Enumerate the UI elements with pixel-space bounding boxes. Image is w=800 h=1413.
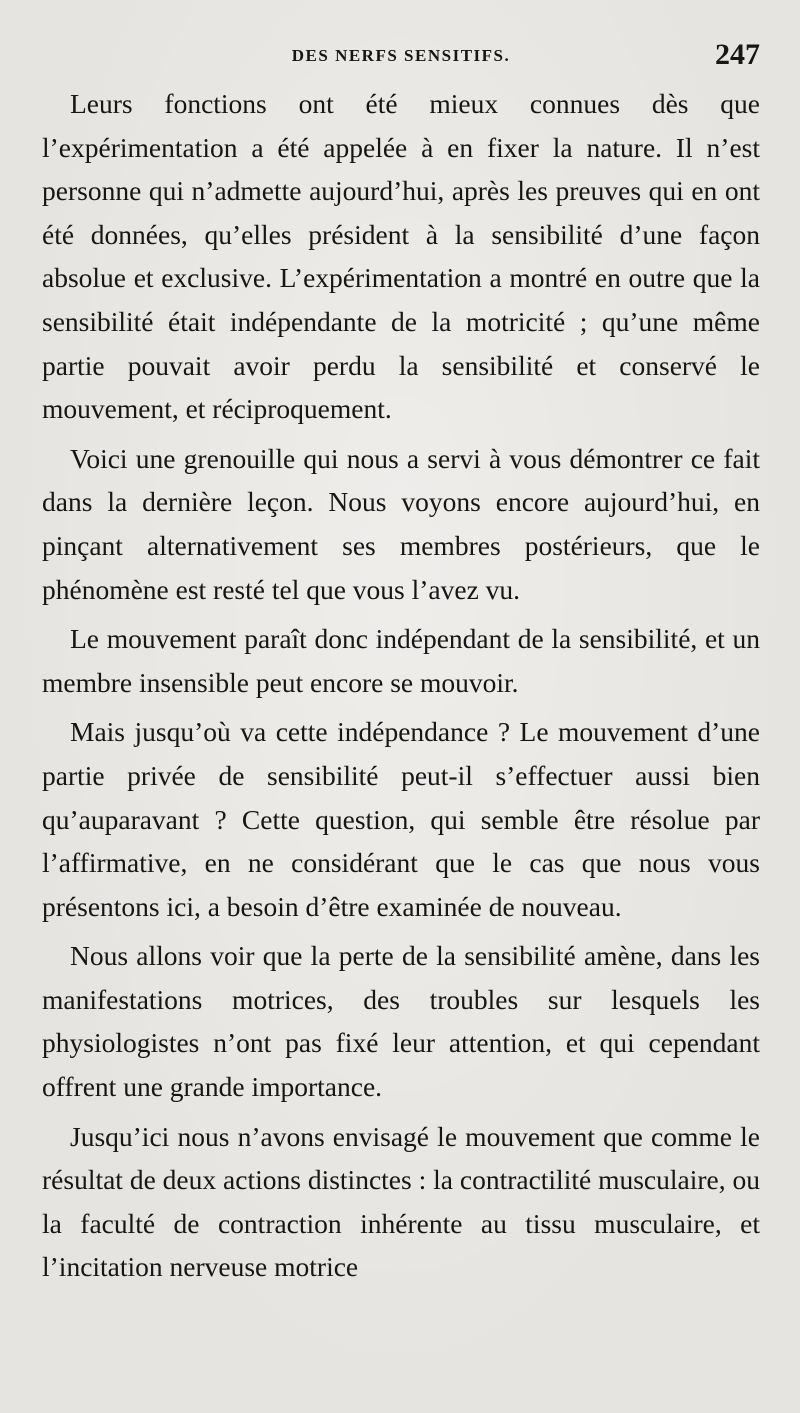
running-title: DES NERFS SENSITIFS. <box>291 46 511 65</box>
paragraph-4: Mais jusqu’où va cette indépendance ? Le mouvement d’une partie privée de sensibilité peut-il s’effectuer aussi bien qu’auparavant ? Cette question, qui semble être résolue par l’affirmative, en ne considérant que le cas que nous vous présentons ici, a besoin d’être examinée de nouveau. <box>42 716 760 922</box>
text-body <box>42 82 760 1289</box>
page-number: 247 <box>715 38 760 71</box>
paragraph-5: Nous allons voir que la perte de la sensibilité amène, dans les manifestations motrices, des troubles sur lesquels les physiologistes n’ont pas fixé leur attention, et qui cependant offrent une grande importance. <box>42 940 760 1103</box>
paragraph-1: Leurs fonctions ont été mieux connues dès que l’expérimentation a été appelée à en fixer la nature. Il n’est personne qui n’admette aujourd’hui, après les preuves qui en ont été données, qu’elles président à la sensibilité d’une façon absolue et exclusive. L’expérimentation a montré en outre que la sensibilité était indépendante de la motricité ; qu’une même partie pouvait avoir perdu la sensibilité et conservé le mouvement, et réciproquement. <box>42 88 760 425</box>
paragraph-3: Le mouvement paraît donc indépendant de la sensibilité, et un membre insensible peut encore se mouvoir. <box>42 623 760 698</box>
paragraph-2: Voici une grenouille qui nous a servi à vous démontrer ce fait dans la dernière leçon. Nous voyons encore aujourd’hui, en pinçant alternativement ses membres postérieurs, que le phénomène est resté tel que vous l’avez vu. <box>42 442 760 605</box>
running-head <box>42 34 760 78</box>
paragraph-6: Jusqu’ici nous n’avons envisagé le mouvement que comme le résultat de deux actions distinctes : la contractilité musculaire, ou la faculté de contraction inhérente au tissu musculaire, et l’incitation nerveuse motrice <box>42 1120 760 1283</box>
